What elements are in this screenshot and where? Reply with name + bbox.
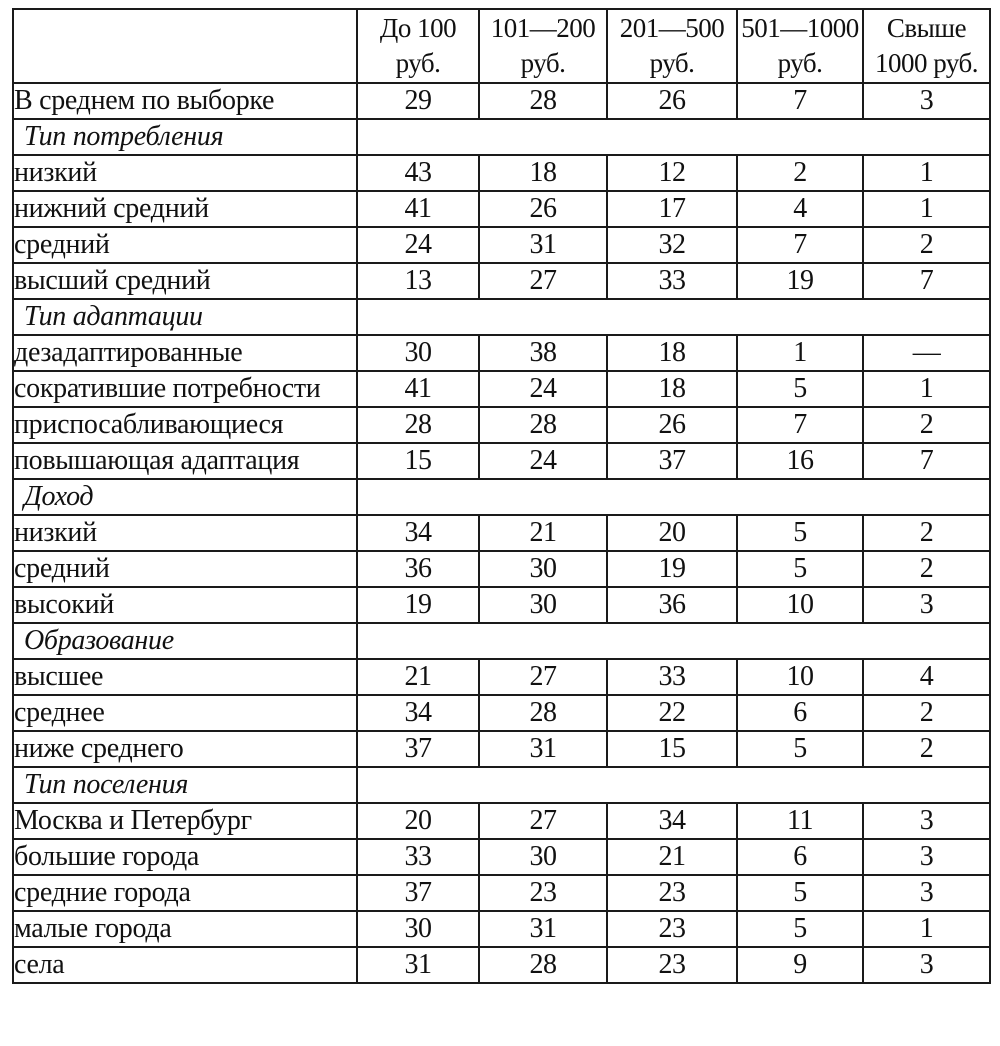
column-header-line1: 501—1000 xyxy=(741,13,859,43)
table-cell: 18 xyxy=(479,155,607,191)
column-header xyxy=(863,9,990,83)
table-cell: 9 xyxy=(737,947,863,983)
table-cell: 36 xyxy=(357,551,479,587)
column-header-line2: руб. xyxy=(395,48,441,78)
row-label: дезадаптированные xyxy=(13,335,357,371)
section-blank-cell xyxy=(357,299,990,335)
table-cell: 28 xyxy=(479,407,607,443)
row-label: повышающая адаптация xyxy=(13,443,357,479)
table-cell: 1 xyxy=(737,335,863,371)
header-row xyxy=(13,9,990,83)
row-label: высокий xyxy=(13,587,357,623)
table-cell: 19 xyxy=(607,551,737,587)
table-cell: 34 xyxy=(607,803,737,839)
section-header-row xyxy=(13,767,990,803)
table-cell: 37 xyxy=(357,731,479,767)
table-row xyxy=(13,587,990,623)
table-cell: 2 xyxy=(863,515,990,551)
table-cell: 19 xyxy=(357,587,479,623)
overall-row xyxy=(13,83,990,119)
table-cell: 20 xyxy=(607,515,737,551)
column-header-line1: До 100 xyxy=(379,13,457,43)
table-cell: 7 xyxy=(737,227,863,263)
table-cell: 28 xyxy=(357,407,479,443)
table-cell: 41 xyxy=(357,371,479,407)
table-row xyxy=(13,227,990,263)
table-cell: 5 xyxy=(737,515,863,551)
row-label: среднее xyxy=(13,695,357,731)
table-row xyxy=(13,875,990,911)
table-cell: 33 xyxy=(607,263,737,299)
table-cell: 27 xyxy=(479,803,607,839)
table-cell: 24 xyxy=(479,371,607,407)
table-row xyxy=(13,191,990,227)
row-label: Москва и Петербург xyxy=(13,803,357,839)
table-cell: 10 xyxy=(737,587,863,623)
table-cell: 10 xyxy=(737,659,863,695)
table-cell: 22 xyxy=(607,695,737,731)
table-cell: 1 xyxy=(863,191,990,227)
table-cell: 26 xyxy=(607,407,737,443)
table-cell: 21 xyxy=(479,515,607,551)
table-cell: 1 xyxy=(863,371,990,407)
column-header-line1: 201—500 xyxy=(619,13,725,43)
table-cell: 33 xyxy=(607,659,737,695)
table-cell: 31 xyxy=(479,911,607,947)
table-cell: 3 xyxy=(863,839,990,875)
row-label: низкий xyxy=(13,515,357,551)
table-cell: 5 xyxy=(737,551,863,587)
table-cell: 1 xyxy=(863,155,990,191)
section-blank-cell xyxy=(357,767,990,803)
column-header-line2: 1000 руб. xyxy=(874,48,979,78)
table-cell: 23 xyxy=(607,947,737,983)
table-cell: 7 xyxy=(737,83,863,119)
table-row xyxy=(13,263,990,299)
table-cell: 1 xyxy=(863,911,990,947)
table-cell: 28 xyxy=(479,83,607,119)
table-cell: 23 xyxy=(479,875,607,911)
table-cell: 23 xyxy=(607,911,737,947)
section-blank-cell xyxy=(357,623,990,659)
table-cell: 43 xyxy=(357,155,479,191)
table-cell: 7 xyxy=(863,443,990,479)
table-cell: 21 xyxy=(607,839,737,875)
table-cell: 24 xyxy=(479,443,607,479)
table-cell: 4 xyxy=(737,191,863,227)
table-row xyxy=(13,443,990,479)
table-row xyxy=(13,407,990,443)
table-cell: 30 xyxy=(479,551,607,587)
table-cell: 6 xyxy=(737,695,863,731)
table-cell: 7 xyxy=(737,407,863,443)
table-cell: 27 xyxy=(479,659,607,695)
table-cell: 30 xyxy=(479,587,607,623)
table-cell: 26 xyxy=(479,191,607,227)
section-title: Доход xyxy=(13,479,357,515)
table-cell: 12 xyxy=(607,155,737,191)
table-row xyxy=(13,947,990,983)
table-cell: 29 xyxy=(357,83,479,119)
section-title: Тип поселения xyxy=(13,767,357,803)
table-cell: 2 xyxy=(863,551,990,587)
table-cell: 34 xyxy=(357,695,479,731)
row-label: нижний средний xyxy=(13,191,357,227)
column-header-line1: 101—200 xyxy=(490,13,596,43)
table-cell: 2 xyxy=(863,407,990,443)
table-cell: 5 xyxy=(737,731,863,767)
table-cell: 2 xyxy=(863,731,990,767)
row-label: средний xyxy=(13,227,357,263)
table-cell: 3 xyxy=(863,587,990,623)
row-label: высший средний xyxy=(13,263,357,299)
table-cell: 31 xyxy=(357,947,479,983)
section-header-row xyxy=(13,299,990,335)
table-cell: 3 xyxy=(863,875,990,911)
table-cell: 38 xyxy=(479,335,607,371)
table-cell: 18 xyxy=(607,371,737,407)
table-cell: 16 xyxy=(737,443,863,479)
section-title: Образование xyxy=(13,623,357,659)
table-body xyxy=(13,83,990,983)
column-header-line2: руб. xyxy=(777,48,823,78)
table-row xyxy=(13,335,990,371)
table-cell: 37 xyxy=(607,443,737,479)
section-header-row xyxy=(13,623,990,659)
table-cell: 31 xyxy=(479,227,607,263)
column-header xyxy=(737,9,863,83)
row-label: средний xyxy=(13,551,357,587)
table-cell: 34 xyxy=(357,515,479,551)
table-row xyxy=(13,371,990,407)
table-row xyxy=(13,839,990,875)
table-cell: 27 xyxy=(479,263,607,299)
column-header xyxy=(479,9,607,83)
table-row xyxy=(13,695,990,731)
table-cell: 11 xyxy=(737,803,863,839)
section-title: Тип потребления xyxy=(13,119,357,155)
section-header-row xyxy=(13,479,990,515)
table-cell: 5 xyxy=(737,371,863,407)
table-cell: 30 xyxy=(357,335,479,371)
table-row xyxy=(13,803,990,839)
table-cell: 3 xyxy=(863,947,990,983)
table-cell: 33 xyxy=(357,839,479,875)
table-cell: 3 xyxy=(863,83,990,119)
row-label: сократившие потребности xyxy=(13,371,357,407)
data-table xyxy=(12,8,991,984)
column-header-line2: руб. xyxy=(649,48,695,78)
table-cell: 30 xyxy=(357,911,479,947)
column-header xyxy=(607,9,737,83)
table-row xyxy=(13,551,990,587)
section-blank-cell xyxy=(357,479,990,515)
table-row xyxy=(13,659,990,695)
row-label: ниже среднего xyxy=(13,731,357,767)
row-label: большие города xyxy=(13,839,357,875)
table-cell: 41 xyxy=(357,191,479,227)
column-header xyxy=(357,9,479,83)
table-cell: 30 xyxy=(479,839,607,875)
table-cell: — xyxy=(863,335,990,371)
table-cell: 24 xyxy=(357,227,479,263)
table-cell: 21 xyxy=(357,659,479,695)
table-cell: 32 xyxy=(607,227,737,263)
table-row xyxy=(13,911,990,947)
column-header-line2: руб. xyxy=(520,48,566,78)
table-cell: 2 xyxy=(863,695,990,731)
table-cell: 31 xyxy=(479,731,607,767)
row-label: малые города xyxy=(13,911,357,947)
table-cell: 36 xyxy=(607,587,737,623)
section-title: Тип адаптации xyxy=(13,299,357,335)
row-label: села xyxy=(13,947,357,983)
table-cell: 7 xyxy=(863,263,990,299)
table-cell: 28 xyxy=(479,695,607,731)
table-cell: 13 xyxy=(357,263,479,299)
table-cell: 18 xyxy=(607,335,737,371)
table-cell: 6 xyxy=(737,839,863,875)
table-cell: 26 xyxy=(607,83,737,119)
section-header-row xyxy=(13,119,990,155)
table-cell: 4 xyxy=(863,659,990,695)
table-row xyxy=(13,515,990,551)
table-cell: 15 xyxy=(607,731,737,767)
table-row xyxy=(13,731,990,767)
table-cell: 5 xyxy=(737,911,863,947)
row-label: приспосабливающиеся xyxy=(13,407,357,443)
table-cell: 2 xyxy=(863,227,990,263)
table-cell: 19 xyxy=(737,263,863,299)
table-cell: 17 xyxy=(607,191,737,227)
table-cell: 37 xyxy=(357,875,479,911)
corner-cell xyxy=(13,9,357,83)
table-cell: 28 xyxy=(479,947,607,983)
row-label: В среднем по выборке xyxy=(13,83,357,119)
row-label: средние города xyxy=(13,875,357,911)
column-header-line1: Свыше xyxy=(886,13,967,43)
table-cell: 15 xyxy=(357,443,479,479)
section-blank-cell xyxy=(357,119,990,155)
table-row xyxy=(13,155,990,191)
row-label: высшее xyxy=(13,659,357,695)
table-cell: 5 xyxy=(737,875,863,911)
table-cell: 23 xyxy=(607,875,737,911)
table-cell: 20 xyxy=(357,803,479,839)
row-label: низкий xyxy=(13,155,357,191)
table-cell: 2 xyxy=(737,155,863,191)
table-cell: 3 xyxy=(863,803,990,839)
